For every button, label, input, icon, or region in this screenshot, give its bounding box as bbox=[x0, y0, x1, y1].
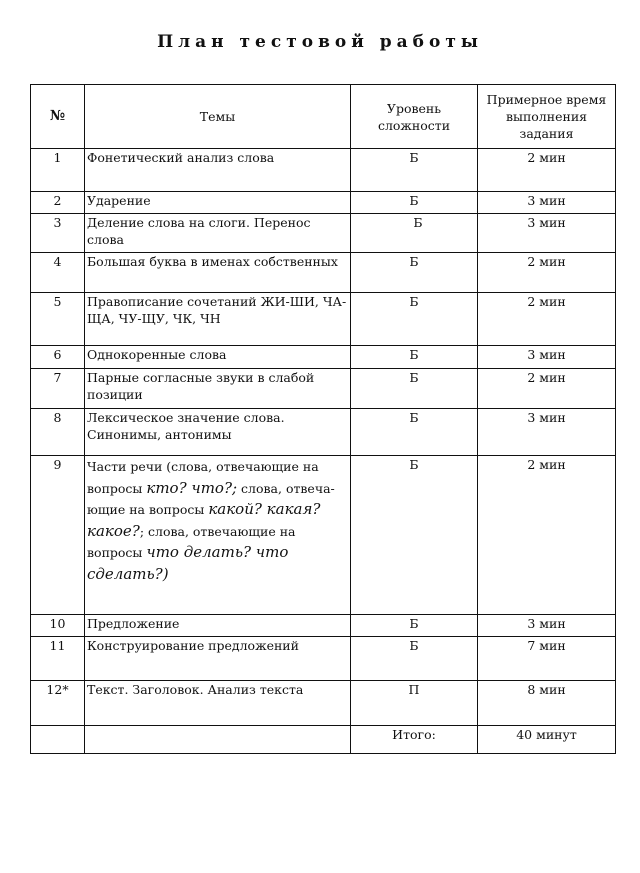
row-topic: Лексическое значение слова. Синонимы, антонимы bbox=[85, 409, 351, 456]
row-level: Б bbox=[351, 409, 478, 456]
row-topic: Большая буква в именах собственных bbox=[85, 253, 351, 293]
topic-text: слова, отвеча- ющие на вопросы bbox=[87, 480, 335, 517]
row-number: 10 bbox=[31, 615, 85, 637]
row-time: 3 мин bbox=[478, 192, 616, 214]
header-number: № bbox=[31, 85, 85, 149]
row-number: 3 bbox=[31, 214, 85, 253]
row-level: Б bbox=[351, 615, 478, 637]
row-time: 2 мин bbox=[478, 293, 616, 346]
row-level: П bbox=[351, 681, 478, 726]
row-time: 3 мин bbox=[478, 615, 616, 637]
total-value: 40 минут bbox=[478, 726, 616, 754]
row-topic: Деление слова на слоги. Перенос слова bbox=[85, 214, 351, 253]
topic-text: ; слова, отвечающие на вопросы bbox=[87, 523, 296, 560]
row-topic: Фонетический анализ слова bbox=[85, 149, 351, 192]
row-level: Б bbox=[351, 346, 478, 369]
row-number: 2 bbox=[31, 192, 85, 214]
row-level: Б bbox=[351, 192, 478, 214]
row-number: 11 bbox=[31, 637, 85, 681]
row-topic: Парные согласные звуки в слабой позиции bbox=[85, 369, 351, 409]
table-row bbox=[31, 637, 616, 681]
topic-italic-questions: какой? какая? какое? bbox=[87, 500, 321, 540]
row-time: 8 мин bbox=[478, 681, 616, 726]
row-level: Б bbox=[351, 149, 478, 192]
row-topic: Предложение bbox=[85, 615, 351, 637]
row-time: 3 мин bbox=[478, 346, 616, 369]
row-level: Б bbox=[351, 369, 478, 409]
row-number: 6 bbox=[31, 346, 85, 369]
row-topic bbox=[85, 456, 351, 615]
row-topic: Текст. Заголовок. Анализ текста bbox=[85, 681, 351, 726]
row-number: 4 bbox=[31, 253, 85, 293]
page-title: План тестовой работы bbox=[157, 32, 483, 52]
row-number: 1 bbox=[31, 149, 85, 192]
total-empty-cell bbox=[31, 726, 85, 754]
table-row bbox=[31, 214, 616, 253]
row-number: 12* bbox=[31, 681, 85, 726]
row-time: 2 мин bbox=[478, 456, 616, 615]
table-row bbox=[31, 149, 616, 192]
total-label: Итого: bbox=[351, 726, 478, 754]
row-topic: Однокоренные слова bbox=[85, 346, 351, 369]
table-row bbox=[31, 293, 616, 346]
row-level: Б bbox=[351, 293, 478, 346]
table-row bbox=[31, 615, 616, 637]
row-level: Б bbox=[351, 253, 478, 293]
row-time: 3 мин bbox=[478, 409, 616, 456]
header-level: Уровень сложности bbox=[351, 85, 478, 149]
row-time: 7 мин bbox=[478, 637, 616, 681]
header-topic: Темы bbox=[85, 85, 351, 149]
topic-text: Части речи (слова, отвечающие на вопросы bbox=[87, 459, 319, 496]
total-empty-cell bbox=[85, 726, 351, 754]
test-plan-table bbox=[30, 84, 616, 754]
header-time: Примерное время выполнения задания bbox=[478, 85, 616, 149]
table-row bbox=[31, 192, 616, 214]
row-level: Б bbox=[351, 637, 478, 681]
row-number: 7 bbox=[31, 369, 85, 409]
row-time: 3 мин bbox=[478, 214, 616, 253]
row-number: 9 bbox=[31, 456, 85, 615]
table-row bbox=[31, 253, 616, 293]
table-row bbox=[31, 456, 616, 615]
topic-italic-questions: кто? что?; bbox=[146, 478, 238, 497]
table-row bbox=[31, 681, 616, 726]
table-row bbox=[31, 346, 616, 369]
row-topic: Ударение bbox=[85, 192, 351, 214]
table-header-row bbox=[31, 85, 616, 149]
row-topic: Правописание сочетаний ЖИ-ШИ, ЧА-ЩА, ЧУ-ЩУ, ЧК, ЧН bbox=[85, 293, 351, 346]
row-topic: Конструирование предложений bbox=[85, 637, 351, 681]
table-row bbox=[31, 409, 616, 456]
table-row bbox=[31, 369, 616, 409]
table-total-row bbox=[31, 726, 616, 754]
row-number: 5 bbox=[31, 293, 85, 346]
row-level: Б bbox=[351, 214, 478, 253]
row-number: 8 bbox=[31, 409, 85, 456]
row-time: 2 мин bbox=[478, 253, 616, 293]
row-time: 2 мин bbox=[478, 369, 616, 409]
row-level: Б bbox=[351, 456, 478, 615]
row-time: 2 мин bbox=[478, 149, 616, 192]
topic-italic-questions: что делать? что сделать?) bbox=[87, 543, 289, 583]
